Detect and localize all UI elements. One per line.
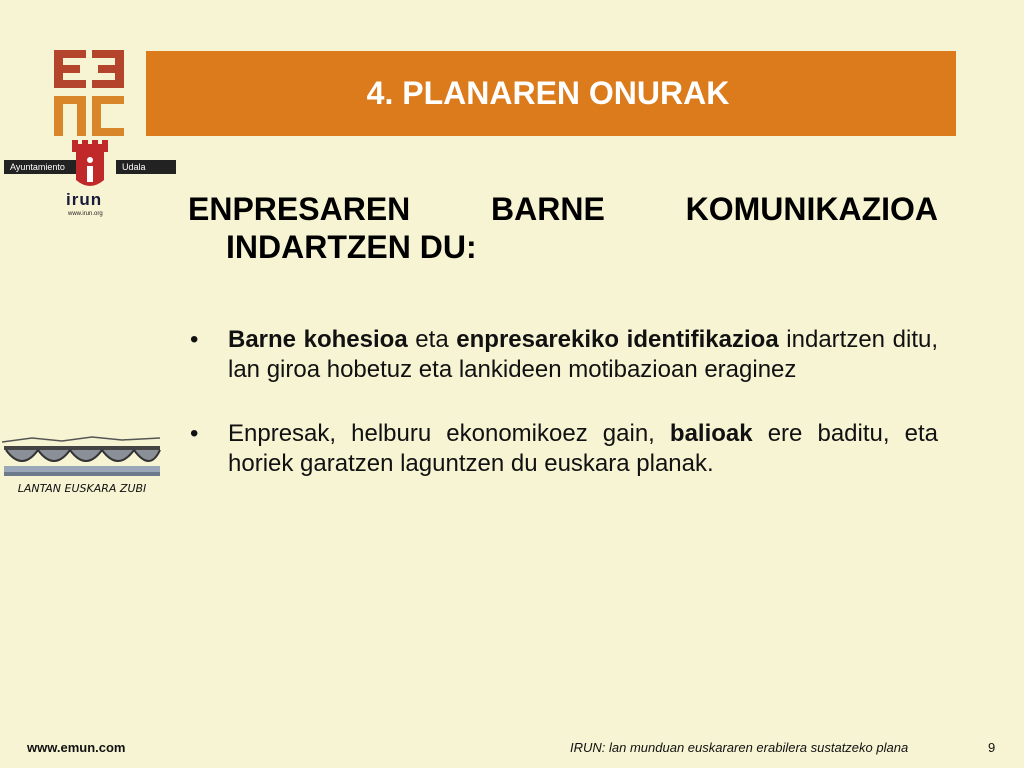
irun-wordmark: irun — [66, 190, 103, 209]
bullet-text: indartzen ditu, lan giroa hobetuz eta lankideen motibazioan eraginez — [228, 326, 939, 383]
bullet-bold-text: Barne kohesioa — [228, 326, 408, 353]
bullet-item — [188, 419, 938, 479]
footer-caption: IRUN: lan munduan euskararen erabilera sustatzeko plana — [570, 740, 909, 755]
irun-udala-label: Udala — [116, 160, 176, 174]
title-bar — [146, 51, 956, 136]
section-heading — [188, 190, 938, 266]
bullet-list — [188, 325, 938, 513]
tower-icon — [68, 140, 112, 192]
bullet-text: ere baditu, eta horiek garatzen laguntzen du euskara planak. — [228, 420, 938, 477]
bullet-text: Enpresak, helburu ekonomikoez gain, — [228, 420, 670, 447]
bullet-bold-text: balioak — [669, 420, 753, 447]
bullet-bold-text: enpresarekiko identifikazioa — [456, 326, 779, 353]
heading-word-2: BARNE — [491, 191, 605, 227]
lantan-euskara-zubi-logo — [2, 432, 162, 496]
slide-title: 4. PLANAREN ONURAK — [366, 75, 730, 111]
lantan-text: LANTAN EUSKARA ZUBI — [17, 482, 147, 495]
irun-url: www.irun.org — [68, 211, 103, 217]
emun-logo — [54, 50, 124, 136]
bullet-dot: • — [190, 420, 199, 447]
bullet-dot: • — [190, 326, 199, 353]
page-number: 9 — [988, 740, 996, 755]
heading-word-3: KOMUNIKAZIOA — [685, 191, 938, 227]
irun-ayuntamiento-label: Ayuntamiento — [4, 160, 76, 174]
bullet-item — [188, 325, 938, 385]
irun-logo — [2, 140, 178, 224]
heading-line-2: INDARTZEN DU: — [226, 229, 477, 265]
footer-website: www.emun.com — [27, 740, 126, 755]
bullet-text: eta — [407, 326, 457, 353]
heading-word-1: ENPRESAREN — [188, 191, 411, 227]
